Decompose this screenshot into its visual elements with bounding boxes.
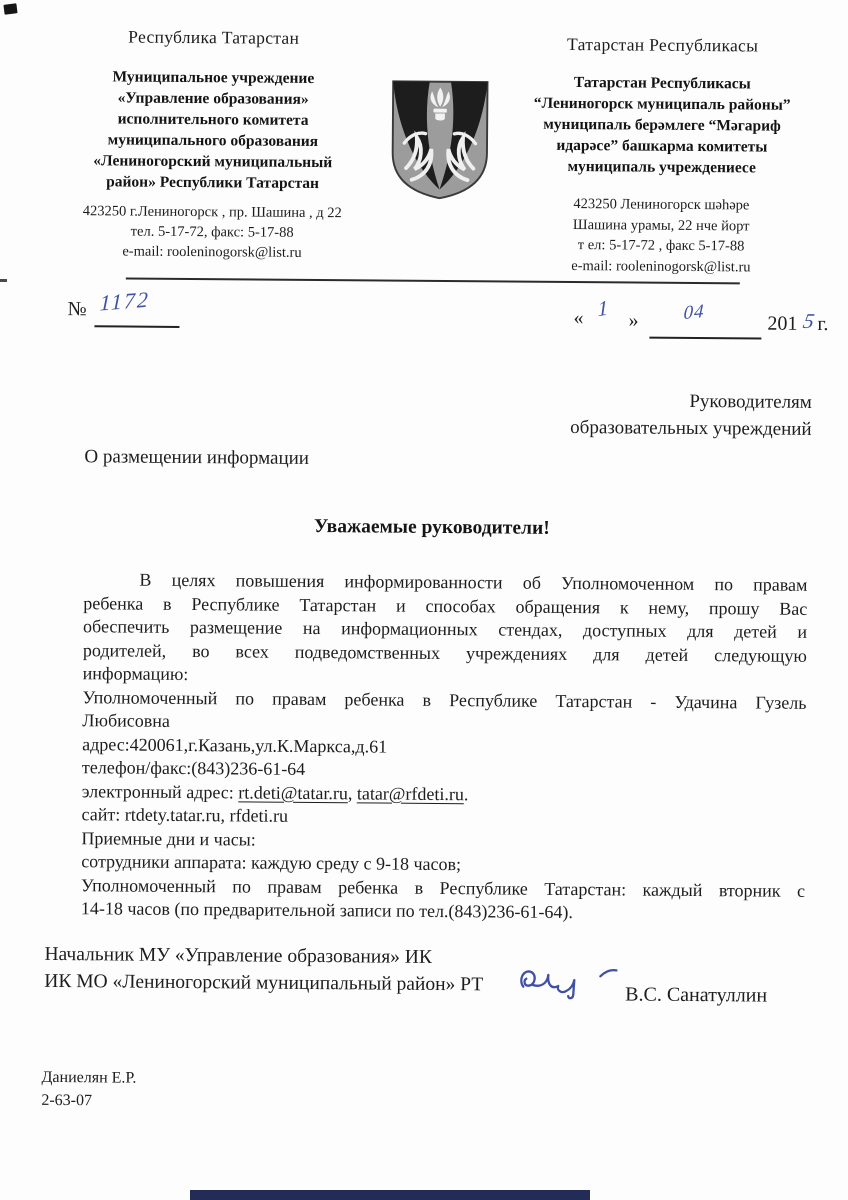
letterhead-left-org-name (56, 66, 369, 194)
date-open-quote: « (573, 307, 584, 330)
letterhead-left (56, 26, 370, 263)
body-text-segment: 14-18 часов (по предварительной записи по тел.(843)236-61-64). (80, 898, 574, 923)
body-text-segment: Уполномоченный по правам ребенка в Республике Татарстан - Удачина Гузель (82, 686, 807, 713)
body-text-segment: электронный адрес: (81, 780, 239, 802)
date-month-underline (649, 337, 761, 339)
org-name-line: муниципаль берәмлеге “Мәгариф (543, 115, 781, 135)
ref-number-underline (94, 325, 179, 327)
letterhead-left-republic-title: Республика Татарстан (128, 26, 300, 48)
addressee-block (494, 387, 812, 442)
salutation: Уважаемые руководители! (313, 516, 550, 539)
email-address: rt.deti@tatar.ru (238, 781, 348, 803)
org-name-line: «Лениногорский муниципальный (93, 152, 333, 172)
handwritten-signature-stroke (516, 961, 620, 1006)
letterhead-right-republic-title: Татарстан Республикасы (567, 33, 759, 56)
body-text-segment: обеспечить размещение на информационных стендах, доступных для детей и (83, 616, 808, 642)
addressee-line: Руководителям (689, 390, 812, 413)
date-close-quote: » (628, 309, 639, 332)
address-line: т ел: 5-17-72 , факс 5-17-88 (577, 237, 745, 255)
body-text-segment: адрес:420061,г.Казань,ул.К.Маркса,д.61 (82, 733, 388, 757)
body-text-segment: Любисовна (82, 710, 170, 731)
letterhead-right-org-name (503, 71, 822, 178)
date-month-handwritten: 04 (683, 300, 705, 325)
address-line: e-mail: rooleninogorsk@list.ru (571, 257, 751, 275)
org-name-line: муниципаль учреждениесе (567, 157, 756, 177)
org-name-line: “Лениногорск муниципаль районы” (533, 94, 791, 114)
body-text (81, 568, 808, 926)
address-line: тел. 5-17-72, факс: 5-17-88 (130, 223, 294, 241)
email-address: tatar@rfdeti.ru (356, 782, 464, 804)
org-name-line: «Управление образования» (117, 89, 309, 108)
executor-note (41, 1066, 136, 1113)
org-name-line: идарәсе” башкарма комитеты (556, 136, 768, 156)
ref-number-label: № (67, 298, 87, 321)
signature-position-line-2: ИК МО «Лениногорский муниципальный район» РТ (44, 970, 484, 996)
signature-name: В.С. Санатуллин (625, 983, 768, 1007)
letterhead-right (502, 33, 822, 277)
executor-name: Даниелян Е.Р. (41, 1068, 137, 1087)
org-name-line: Татарстан Республикасы (573, 74, 751, 93)
body-text-segment: сайт: rtdety.tatar.ru, rfdeti.ru (81, 804, 289, 826)
date-year-last-digit-handwritten: 5 (801, 308, 817, 333)
body-text-segment: Уполномоченный по правам ребенка в Республике Татарстан: каждый вторник с (80, 874, 806, 901)
org-name-line: Муниципальное учреждение (112, 68, 315, 87)
body-text-segment: В целях повышения информированности об Уполномоченном по правам (139, 569, 808, 595)
date-year-suffix: г. (817, 312, 829, 336)
addressee-line: образовательных учреждений (570, 416, 812, 440)
body-text-segment: родителей, во всех подведомственных учреждениях для детей следующую (82, 639, 807, 666)
letterhead-right-address (502, 193, 821, 277)
body-text-segment: Приемные дни и часы: (81, 827, 256, 850)
org-name-line: муниципального образования (107, 131, 319, 151)
body-text-segment: . (463, 783, 469, 804)
body-text-segment: информацию: (82, 663, 189, 685)
letterhead-left-address (56, 201, 368, 263)
subject-line: О размещении информации (84, 446, 310, 469)
address-line: 423250 г.Лениногорск , пр. Шашина , д 22 (82, 203, 342, 222)
date-day-handwritten: 1 (597, 295, 609, 322)
body-text-segment: , (347, 782, 357, 803)
coat-of-arms-icon (384, 76, 495, 204)
executor-phone: 2-63-07 (41, 1091, 93, 1110)
ref-date (567, 295, 845, 351)
signature-position-line-1: Начальник МУ «Управление образования» ИК (44, 943, 433, 968)
org-name-line: исполнительного комитета (117, 110, 309, 129)
body-text-segment: телефон/факс:(843)236-61-64 (81, 757, 306, 779)
body-text-segment: сотрудники аппарата: каждую среду с 9-18 часов; (81, 851, 462, 875)
date-year-printed: 201 (767, 312, 798, 335)
address-line: 423250 Лениногорск шәһәре (573, 196, 750, 214)
address-line: e-mail: rooleninogorsk@list.ru (122, 243, 302, 261)
body-text-segment: ребенка в Республике Татарстан и способах обращения к нему, прошу Вас (83, 592, 808, 619)
ref-number-handwritten-value: 1172 (99, 286, 151, 316)
address-line: Шашина урамы, 22 нче йорт (572, 216, 750, 234)
letterhead-divider-rule (126, 278, 740, 285)
org-name-line: район» Республики Татарстан (106, 173, 320, 193)
